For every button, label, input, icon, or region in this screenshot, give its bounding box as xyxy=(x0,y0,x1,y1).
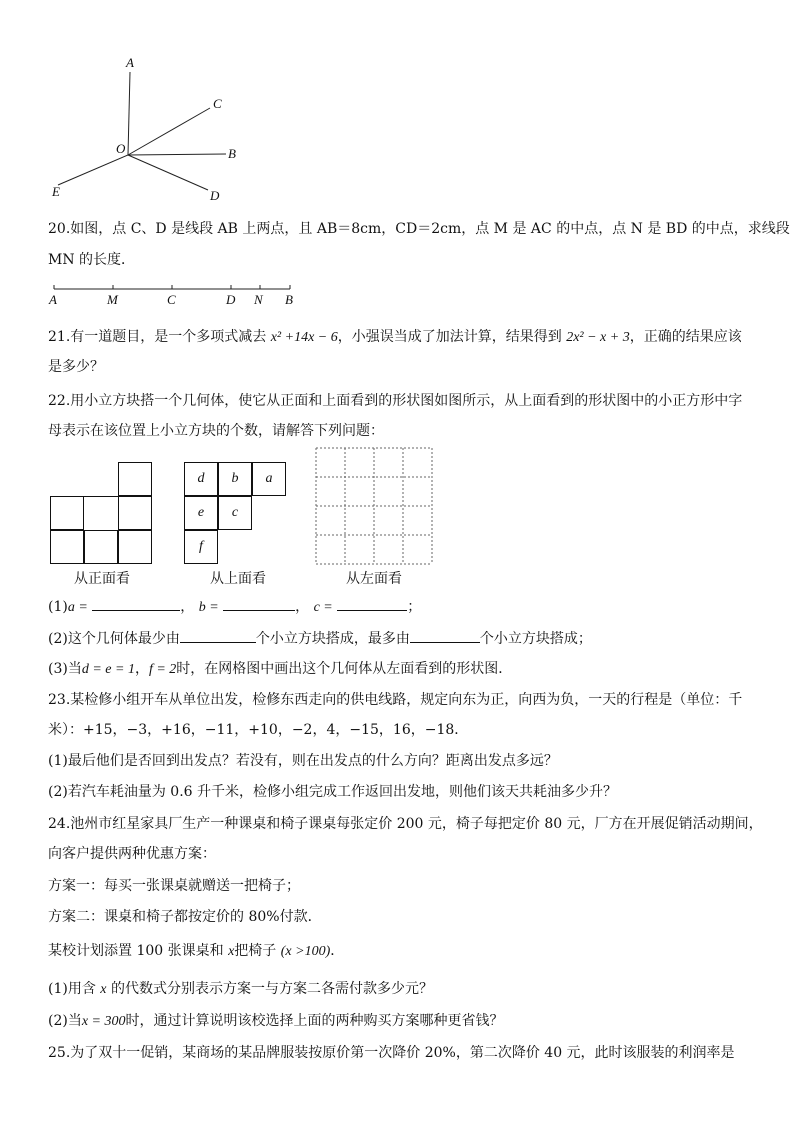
q24-plan1 xyxy=(48,876,760,896)
top-cell-b: b xyxy=(218,462,252,496)
q22-sub1-end: ； xyxy=(407,599,422,615)
q22-sub2-c: 个小立方块搭成； xyxy=(479,631,592,647)
q23-text2: 米）：+15，−3，+16，−11，+10，−2，4，−15，16，−18． xyxy=(48,722,469,738)
q24-sub1-x: x xyxy=(100,982,107,997)
q24-line5 xyxy=(48,941,760,962)
q22-sub3-b: 时，在网格图中画出这个几何体从左面看到的形状图． xyxy=(176,661,513,677)
q20-text1: 如图，点 C、D 是线段 AB 上两点，且 AB＝8cm，CD＝2cm，点 M 是 AC 的中点，点 N 是 BD 的中点，求线段 xyxy=(70,221,790,237)
front-cell xyxy=(50,496,84,530)
caption-top: 从上面看 xyxy=(210,571,266,587)
front-cell xyxy=(50,530,84,564)
q23-number: 23. xyxy=(48,692,71,708)
label-a: A xyxy=(126,55,134,70)
q22-text1: 用小立方块搭一个几何体，使它从正面和上面看到的形状图如图所示，从上面看到的形状图中的小正方形中字 xyxy=(70,393,743,409)
q22-sub3-sep: ， xyxy=(134,661,149,677)
q20-number: 20. xyxy=(48,221,71,237)
q20-line1 xyxy=(48,219,790,239)
q24-text1: 池州市红星家具厂生产一种课桌和椅子课桌每张定价 200 元，椅子每把定价 80 元，厂方在开展促销活动期间， xyxy=(70,816,763,832)
q22-sub2-a: (2)这个几何体最少由 xyxy=(48,631,180,647)
q24-sub2-expr: x = 300 xyxy=(81,1014,126,1029)
q20-line2 xyxy=(48,250,760,270)
q22-sub1-b-label: b = xyxy=(198,600,219,615)
answer-blank-b[interactable] xyxy=(223,596,295,611)
left-view-grid[interactable] xyxy=(314,446,436,566)
front-view-figure xyxy=(50,462,154,564)
q22-sub1-c-label: c = xyxy=(313,600,333,615)
top-cell-c: c xyxy=(218,496,252,530)
top-cell-a: a xyxy=(252,462,286,496)
caption-front: 从正面看 xyxy=(74,571,130,587)
label-b: B xyxy=(228,146,236,161)
q22-sub1-sep2: ， xyxy=(295,599,310,615)
rays-figure xyxy=(40,50,260,210)
q22-sub3-a: (3)当 xyxy=(48,661,82,677)
q23-sub2 xyxy=(48,782,760,802)
q24-line1 xyxy=(48,814,763,834)
q22-sub3-expr2: f = 2 xyxy=(148,662,177,677)
q21-line1 xyxy=(48,327,760,348)
q21-text-c: ，正确的结果应该 xyxy=(629,329,742,345)
label-c: C xyxy=(213,96,222,111)
q22-line2 xyxy=(48,421,760,441)
top-cell-f: f xyxy=(184,530,218,564)
ray-ob xyxy=(128,154,226,155)
q21-number: 21. xyxy=(48,329,71,345)
label-o: O xyxy=(116,141,126,156)
ray-od xyxy=(128,155,208,190)
q24-sub2-b: 时，通过计算说明该校选择上面的两种购买方案哪种更省钱？ xyxy=(125,1013,504,1029)
answer-blank-a[interactable] xyxy=(92,596,180,611)
label-e: E xyxy=(52,184,60,199)
q24-line5-x: x xyxy=(228,944,235,959)
q22-sub3 xyxy=(48,659,760,680)
q21-line2 xyxy=(48,357,760,377)
q22-line1 xyxy=(48,391,760,411)
q24-line5-c: ． xyxy=(330,943,345,959)
q22-sub2 xyxy=(48,628,760,649)
q22-number: 22. xyxy=(48,393,71,409)
q24-plan2 xyxy=(48,907,760,927)
q24-text2: 向客户提供两种优惠方案： xyxy=(48,846,216,862)
q24-sub2-a: (2)当 xyxy=(48,1013,82,1029)
seg-label-d: D xyxy=(226,292,236,307)
q24-sub1-b: 的代数式分别表示方案一与方案二各需付款多少元？ xyxy=(110,981,433,997)
front-cell xyxy=(118,496,152,530)
q23-line2 xyxy=(48,720,760,740)
q24-number: 24. xyxy=(48,816,71,832)
seg-label-c: C xyxy=(167,292,176,307)
q20-text2: MN 的长度． xyxy=(48,252,136,268)
caption-left: 从左面看 xyxy=(346,571,402,587)
q22-sub1-a-label: a = xyxy=(67,600,88,615)
q23-sub1-text: (1)最后他们是否回到出发点？若没有，则在出发点的什么方向？距离出发点多远？ xyxy=(48,753,558,769)
q22-sub2-b: 个小立方块搭成，最多由 xyxy=(255,631,410,647)
q24-line2 xyxy=(48,844,760,864)
label-d: D xyxy=(210,188,220,203)
seg-label-m: M xyxy=(107,292,118,307)
top-cell-d: d xyxy=(184,462,218,496)
q24-sub1-a: (1)用含 xyxy=(48,981,96,997)
answer-blank-min[interactable] xyxy=(180,628,256,643)
q21-expr2: 2x² − x + 3 xyxy=(566,330,630,345)
q21-text2: 是多少？ xyxy=(48,359,104,375)
q24-sub1 xyxy=(48,979,760,1000)
q22-sub1-sep1: ， xyxy=(180,599,195,615)
front-cell xyxy=(84,496,118,530)
q23-sub1 xyxy=(48,751,760,771)
q24-sub2 xyxy=(48,1011,760,1032)
q22-sub1 xyxy=(48,596,760,618)
q21-text-b: ，小强误当成了加法计算，结果得到 xyxy=(337,329,562,345)
answer-blank-c[interactable] xyxy=(337,596,407,611)
front-cell xyxy=(118,462,152,496)
ray-oa xyxy=(128,72,130,155)
q24-line5-cond: (x >100) xyxy=(280,944,331,959)
front-cell xyxy=(118,530,152,564)
q24-plan1-text: 方案一：每买一张课桌就赠送一把椅子； xyxy=(48,878,300,894)
top-view-figure xyxy=(184,462,288,564)
q25-text1: 为了双十一促销，某商场的某品牌服装按原价第一次降价 20%，第二次降价 40 元，此时该服装的利润率是 xyxy=(70,1045,735,1061)
q21-expr1: x² +14x − 6 xyxy=(270,330,338,345)
q25-line1 xyxy=(48,1043,760,1063)
answer-blank-max[interactable] xyxy=(410,628,480,643)
q24-line5-b: 把椅子 xyxy=(234,943,277,959)
ray-oc xyxy=(128,108,210,155)
q21-text-a: 有一道题目，是一个多项式减去 xyxy=(70,329,267,345)
seg-label-n: N xyxy=(254,292,263,307)
q24-line5-a: 某校计划添置 100 张课桌和 xyxy=(48,943,224,959)
q23-text1: 某检修小组开车从单位出发，检修东西走向的供电线路，规定向东为正，向西为负，一天的行程是（单位：千 xyxy=(70,692,743,708)
ray-oe xyxy=(58,155,128,185)
q23-sub2-text: (2)若汽车耗油量为 0.6 升千米，检修小组完成工作返回出发地，则他们该天共耗油多少升？ xyxy=(48,784,617,800)
q25-number: 25. xyxy=(48,1045,71,1061)
q22-sub1-prefix: (1) xyxy=(48,599,68,615)
seg-label-b: B xyxy=(285,292,293,307)
q22-text2: 母表示在该位置上小立方块的个数，请解答下列问题： xyxy=(48,423,384,439)
seg-label-a: A xyxy=(49,292,57,307)
top-cell-e: e xyxy=(184,496,218,530)
q24-plan2-text: 方案二：课桌和椅子都按定价的 80%付款． xyxy=(48,909,322,925)
front-cell xyxy=(84,530,118,564)
segment-figure xyxy=(44,282,304,312)
q23-line1 xyxy=(48,690,760,710)
q22-sub3-expr: d = e = 1 xyxy=(81,662,135,677)
